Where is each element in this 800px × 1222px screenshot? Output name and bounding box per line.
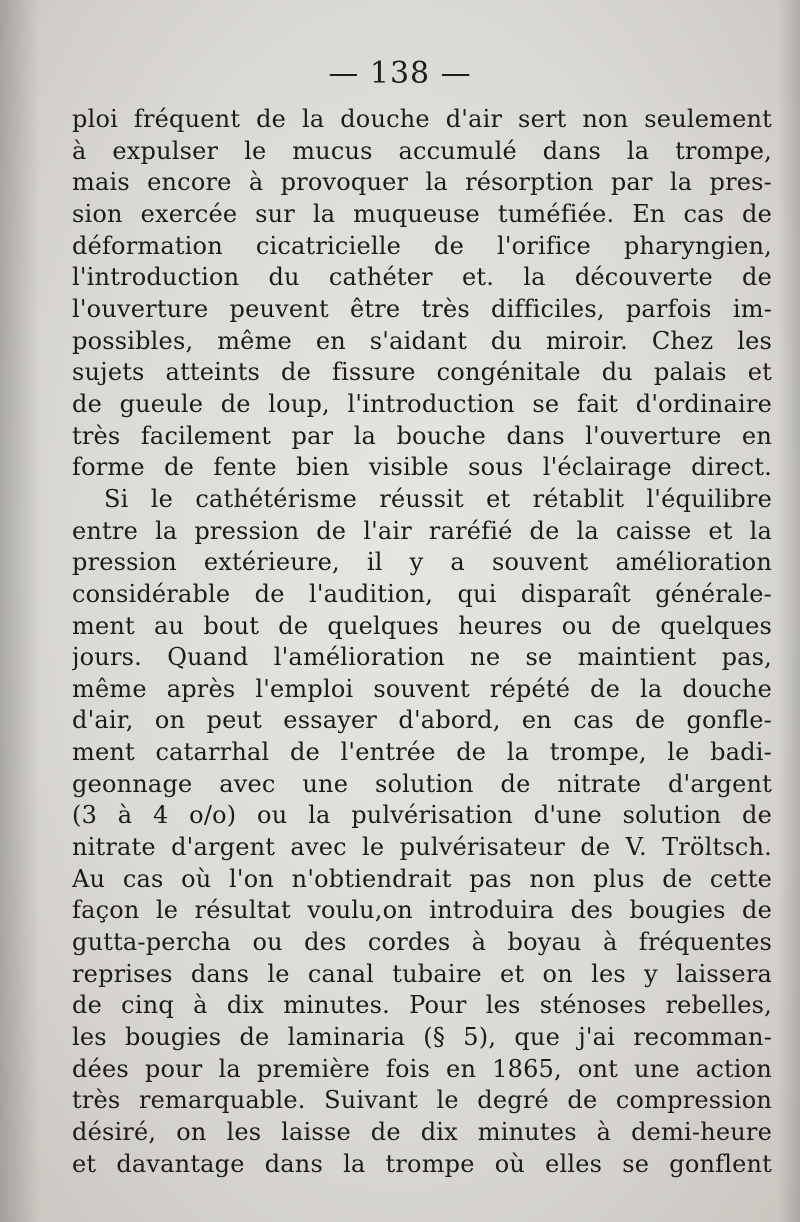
text-line: (3 à 4 o/o) ou la pulvérisation d'une solution de [72, 801, 772, 830]
text-line: geonnage avec une solution de nitrate d'argent [72, 769, 772, 798]
text-line: forme de fente bien visible sous l'éclairage direct. [72, 453, 772, 482]
text-line: et davantage dans la trompe où elles se gonflent [72, 1149, 772, 1178]
text-line: très remarquable. Suivant le degré de compression [72, 1086, 772, 1115]
text-line: possibles, même en s'aidant du miroir. Chez les [72, 326, 772, 355]
text-line: gutta-percha ou des cordes à boyau à fréquentes [72, 928, 772, 957]
text-line: très facilement par la bouche dans l'ouverture en [72, 421, 772, 450]
text-line: ment au bout de quelques heures ou de quelques [72, 611, 772, 640]
text-line: même après l'emploi souvent répété de la douche [72, 674, 772, 703]
page-number: — 138 — [328, 56, 472, 91]
text-line: déformation cicatricielle de l'orifice pharyngien, [72, 231, 772, 260]
text-line: dées pour la première fois en 1865, ont une action [72, 1054, 772, 1083]
text-line: pression extérieure, il y a souvent amélioration [72, 548, 772, 577]
text-line: ploi fréquent de la douche d'air sert non seulement [72, 105, 772, 133]
text-line: ment catarrhal de l'entrée de la trompe, le badi- [72, 738, 772, 767]
text-line: de cinq à dix minutes. Pour les sténoses rebelles, [72, 991, 772, 1020]
text-line: les bougies de laminaria (§ 5), que j'ai recomman- [72, 1023, 772, 1052]
paragraph-start-line: Si le cathétérisme réussit et rétablit l'équilibre [104, 484, 772, 513]
text-line: considérable de l'audition, qui disparaît générale- [72, 579, 772, 608]
text-line: reprises dans le canal tubaire et on les y laissera [72, 959, 772, 988]
text-line: désiré, on les laisse de dix minutes à demi-heure [72, 1118, 772, 1146]
text-line: nitrate d'argent avec le pulvérisateur de V. Tröltsch. [72, 833, 772, 862]
text-line: sion exercée sur la muqueuse tuméfiée. En cas de [72, 199, 772, 228]
text-line: d'air, on peut essayer d'abord, en cas de gonfle- [72, 706, 772, 735]
text-line: l'introduction du cathéter et. la découverte de [72, 263, 772, 292]
text-line: l'ouverture peuvent être très difficiles, parfois im- [72, 294, 772, 323]
text-line: entre la pression de l'air raréfié de la caisse et la [72, 516, 772, 545]
text-line: façon le résultat voulu,on introduira des bougies de [72, 896, 772, 925]
text-line: à expulser le mucus accumulé dans la trompe, [72, 136, 772, 165]
text-line: sujets atteints de fissure congénitale du palais et [72, 358, 772, 387]
text-line: Au cas où l'on n'obtiendrait pas non plus de cette [72, 864, 772, 893]
text-line: mais encore à provoquer la résorption par la pres- [72, 168, 772, 197]
body-text [72, 104, 772, 1180]
text-line: jours. Quand l'amélioration ne se maintient pas, [72, 643, 772, 672]
text-line: de gueule de loup, l'introduction se fait d'ordinaire [72, 389, 772, 418]
